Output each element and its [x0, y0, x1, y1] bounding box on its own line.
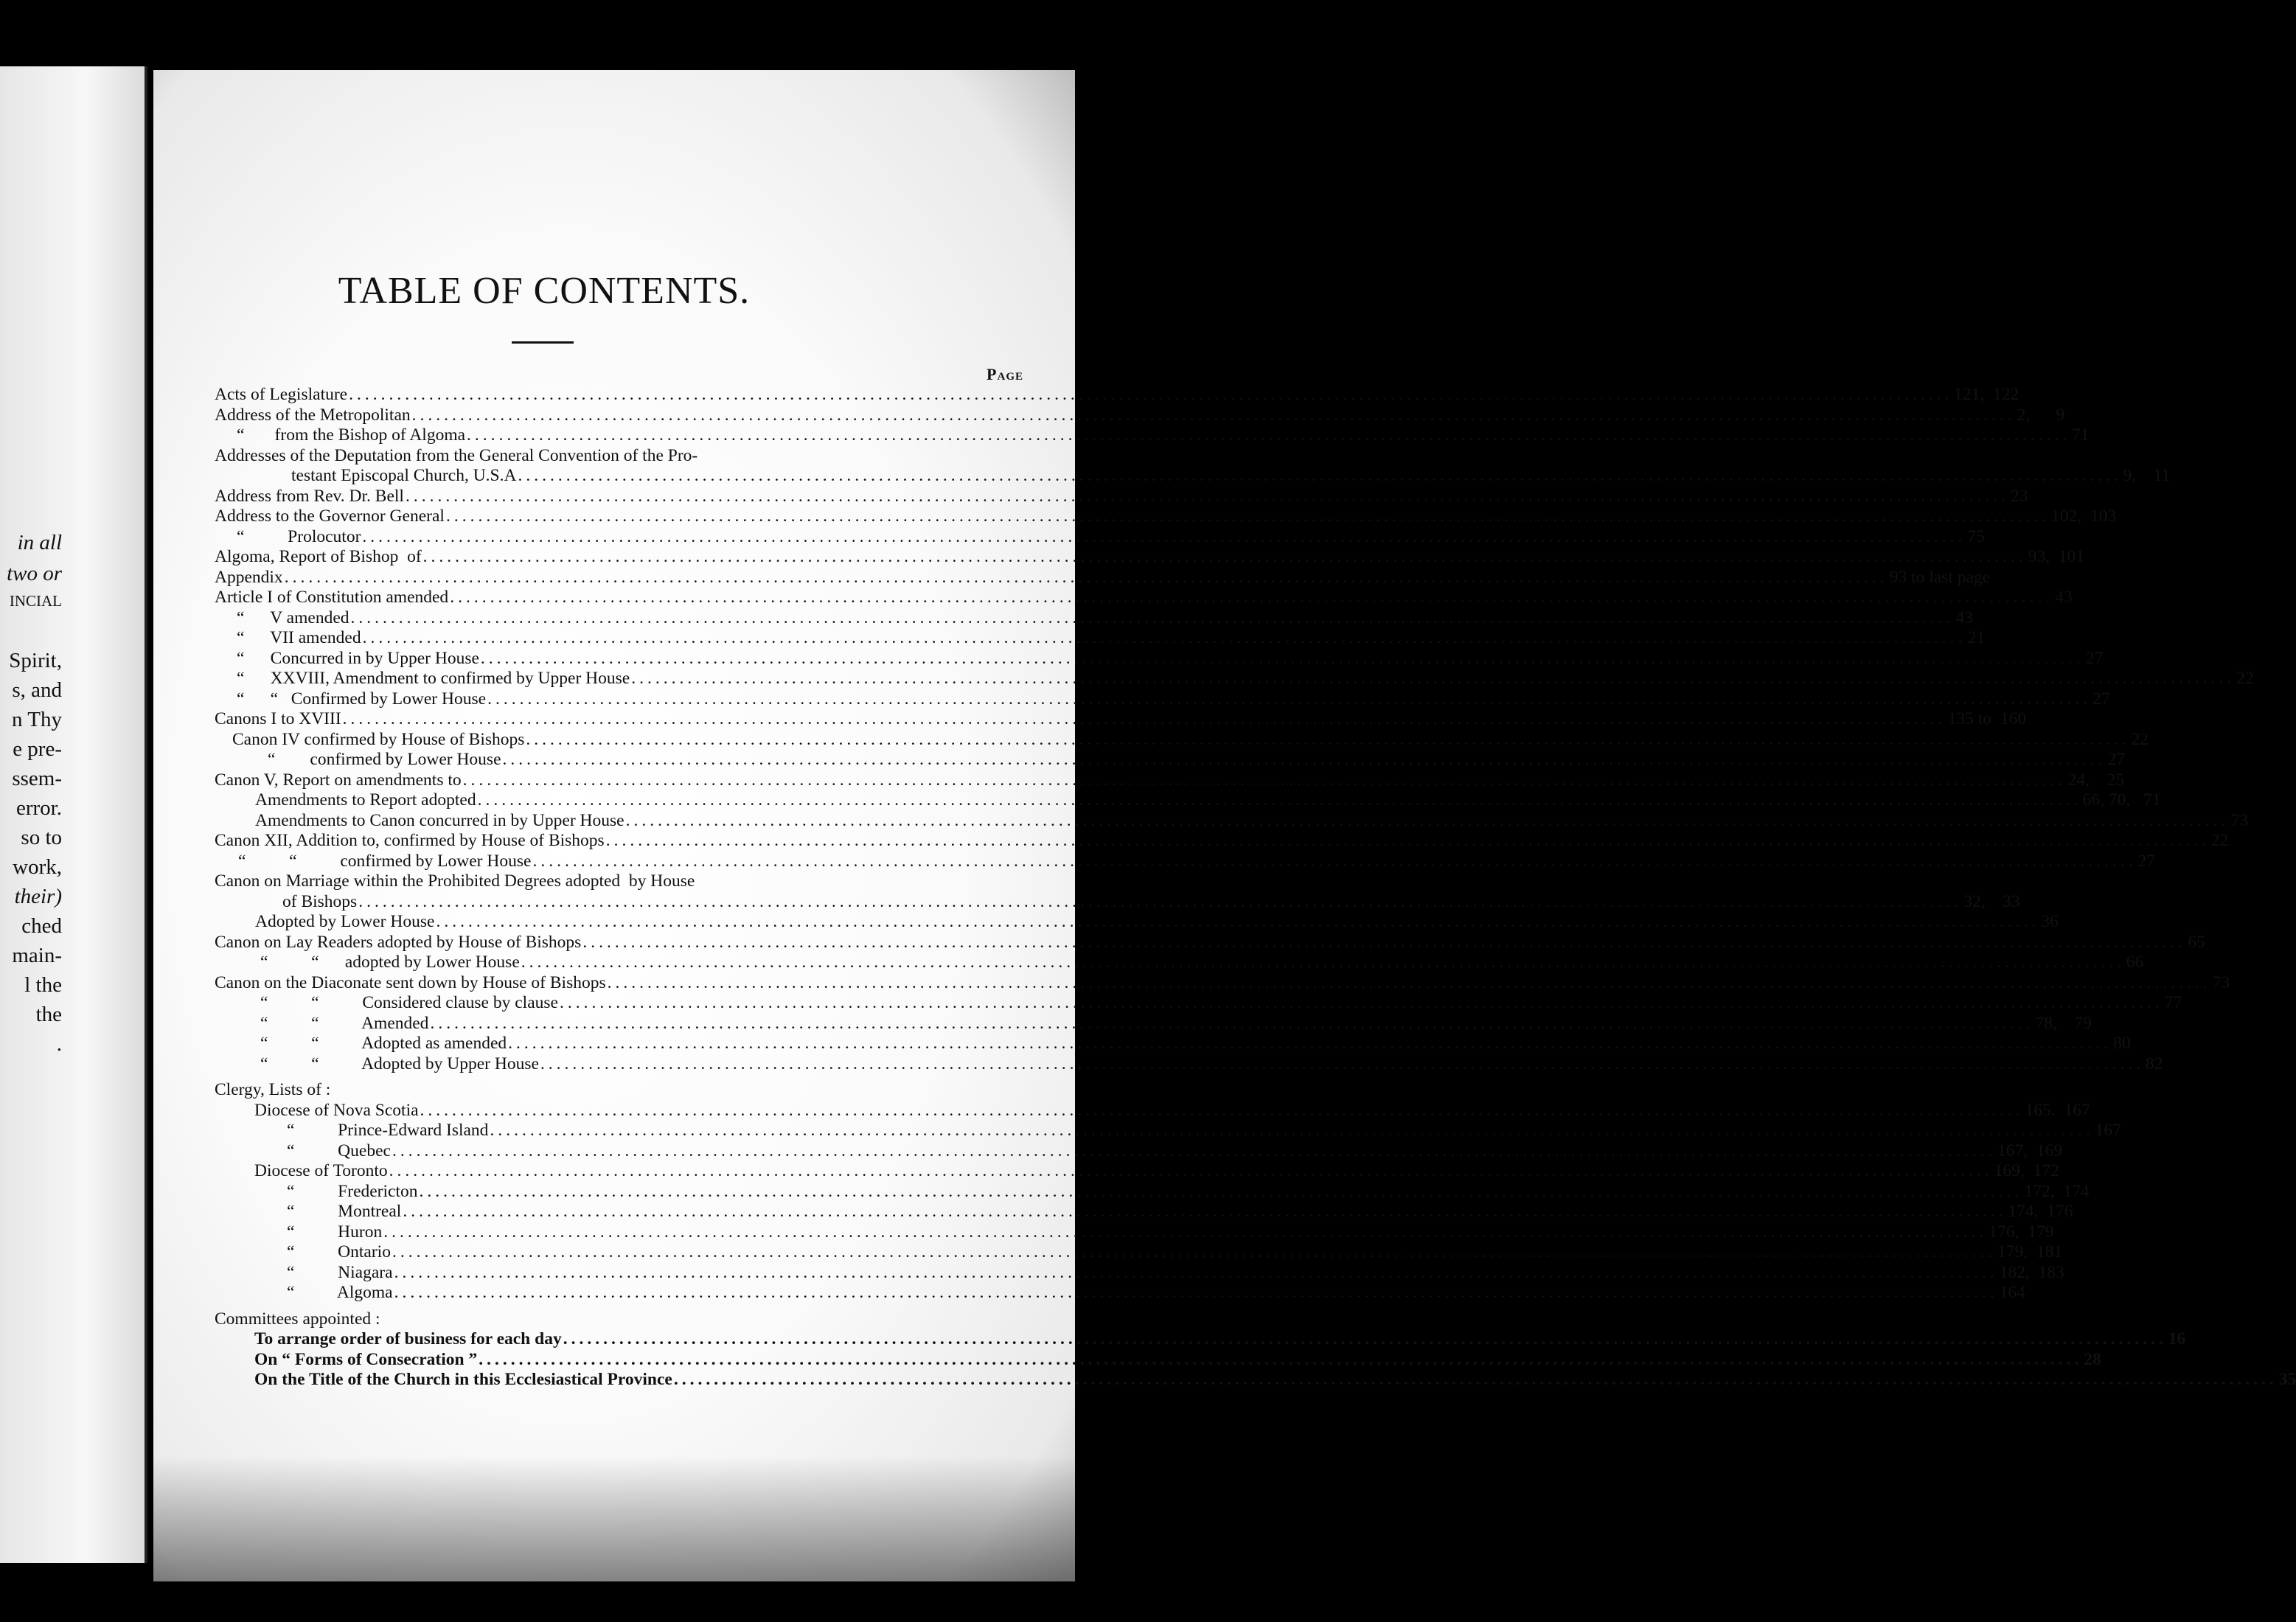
toc-entry — [237, 668, 2254, 689]
toc-entry-title: Address to the Governor General — [215, 507, 445, 526]
toc-dot-leader: ........................................................................................................................................................................................................ — [430, 1013, 2034, 1033]
toc-entry — [260, 952, 2144, 972]
toc-dot-leader: ........................................................................................................................................................................................................ — [521, 953, 2125, 972]
facing-page-text: . — [56, 1032, 62, 1056]
facing-page-text: s, and — [12, 678, 62, 702]
toc-dot-leader: ........................................................................................................................................................................................................ — [607, 972, 2211, 992]
toc-entry-title: “ Fredericton — [287, 1181, 418, 1201]
toc-entry — [254, 1100, 2090, 1121]
toc-entry — [238, 851, 2155, 871]
toc-entry — [254, 1349, 2101, 1370]
toc-entry-pages: 22 — [2131, 729, 2149, 749]
toc-entry — [282, 891, 2020, 912]
toc-entry-pages: 24, 25 — [2067, 770, 2125, 790]
toc-entry — [255, 790, 2161, 810]
toc-entry-pages: 27 — [2107, 750, 2126, 769]
toc-entry — [255, 810, 2249, 831]
toc-dot-leader: ........................................................................................................................................................................................................ — [350, 608, 1955, 627]
facing-page-text: so to — [21, 826, 62, 849]
toc-entry-title: Canon on Marriage within the Prohibited Degrees adopted by House — [215, 871, 695, 891]
toc-entry — [237, 526, 1985, 547]
facing-page-text: error. — [16, 796, 62, 820]
toc-entry — [215, 1309, 972, 1329]
toc-entry-title: Canon on the Diaconate sent down by House of Bishops — [215, 972, 606, 992]
toc-entry-title: On “ Forms of Consecration ” — [254, 1349, 478, 1369]
toc-dot-leader: ........................................................................................................................................................................................................ — [436, 912, 2040, 931]
toc-entry-title: “ VII amended — [237, 628, 361, 647]
toc-entry-title: To arrange order of business for each day — [254, 1329, 562, 1348]
toc-dot-leader: ........................................................................................................................................................................................................ — [487, 689, 2092, 709]
toc-entry-pages: 43 — [2055, 588, 2073, 607]
toc-dot-leader: ........................................................................................................................................................................................................ — [349, 385, 1953, 404]
toc-entry-pages: 169, 172 — [1994, 1161, 2059, 1180]
toc-entry-title: Algoma, Report of Bishop of — [215, 547, 422, 566]
toc-dot-leader: ........................................................................................................................................................................................................ — [467, 425, 2071, 445]
toc-entry-pages: 75 — [1967, 526, 1985, 546]
toc-dot-leader: ........................................................................................................................................................................................................ — [411, 405, 2016, 425]
toc-entry-pages: 36 — [2041, 912, 2059, 931]
toc-dot-leader: ........................................................................................................................................................................................................ — [362, 526, 1966, 546]
toc-entry — [232, 729, 2149, 750]
toc-entry-pages: 172, 174 — [2024, 1181, 2090, 1201]
toc-entry — [215, 506, 2117, 526]
toc-entry-title: Committees appointed : — [215, 1309, 380, 1329]
toc-entry-title: “ Ontario — [287, 1242, 391, 1261]
toc-entry-title: On the Title of the Church in this Ecclesiastical Province — [254, 1370, 672, 1389]
toc-entry-pages: 43 — [1955, 608, 1973, 627]
toc-entry — [215, 567, 1991, 588]
toc-entry — [260, 1054, 2163, 1074]
toc-entry-title: Adopted by Lower House — [255, 912, 435, 931]
toc-entry-title: “ “ Confirmed by Lower House — [237, 689, 487, 709]
toc-entry — [215, 830, 2229, 851]
toc-entry — [260, 1013, 2092, 1034]
toc-entry-title: “ confirmed by Lower House — [268, 750, 501, 769]
toc-dot-leader: ........................................................................................................................................................................................................ — [392, 1242, 1996, 1261]
toc-entry — [215, 445, 972, 466]
toc-entry — [215, 932, 2205, 953]
toc-entry-title: Canon XII, Addition to, confirmed by House of Bishops — [215, 831, 605, 850]
toc-entry-title: Diocese of Nova Scotia — [254, 1100, 419, 1120]
toc-entry-pages: 66, 70, 71 — [2082, 790, 2161, 810]
facing-page-text: their) — [14, 885, 62, 908]
toc-entry — [254, 1160, 2059, 1181]
toc-dot-leader: ........................................................................................................................................................................................................ — [480, 648, 2084, 668]
toc-entry-title: Canon V, Report on amendments to — [215, 770, 462, 790]
toc-dot-leader: ........................................................................................................................................................................................................ — [422, 547, 2027, 566]
toc-dot-leader: ........................................................................................................................................................................................................ — [284, 567, 1888, 587]
toc-entry-title: Address from Rev. Dr. Bell — [215, 486, 404, 506]
toc-entry-title: Appendix — [215, 567, 283, 587]
toc-entry — [237, 608, 1973, 628]
toc-entry-pages: 27 — [2093, 689, 2110, 709]
toc-entry — [215, 709, 2027, 729]
toc-entry-title: “ Prolocutor — [237, 526, 361, 546]
toc-entry-pages: 73 — [2230, 810, 2249, 830]
toc-entry-pages: 102, 103 — [2050, 507, 2117, 526]
toc-entry-pages: 176, 179 — [1989, 1222, 2054, 1242]
facing-page-text: INCIAL — [9, 592, 62, 610]
toc-entry-pages: 174, 176 — [2008, 1202, 2073, 1221]
toc-entry — [254, 1369, 2296, 1390]
document-page — [153, 70, 2296, 1581]
toc-entry-title: Canon IV confirmed by House of Bishops — [232, 729, 525, 749]
toc-entry — [215, 972, 2230, 993]
facing-page-text: Spirit, — [9, 649, 62, 672]
toc-entry — [255, 911, 2059, 932]
toc-entry — [287, 1222, 2054, 1242]
facing-page-text: ched — [21, 914, 62, 938]
toc-entry-pages: 65 — [2188, 932, 2205, 952]
toc-entry — [260, 1033, 2131, 1054]
toc-entry-title: testant Episcopal Church, U.S.A — [291, 466, 517, 485]
toc-dot-leader: ........................................................................................................................................................................................................ — [625, 810, 2230, 830]
toc-dot-leader: ........................................................................................................................................................................................................ — [362, 628, 1966, 647]
toc-entry-title: Amendments to Canon concurred in by Upper House — [255, 810, 625, 830]
toc-entry-title: “ Concurred in by Upper House — [237, 648, 479, 668]
toc-entry — [237, 425, 2090, 445]
toc-entry-title: Address of the Metropolitan — [215, 405, 411, 425]
toc-entry — [215, 1079, 972, 1100]
toc-entry-title: “ “ Amended — [260, 1013, 429, 1033]
toc-dot-leader: ........................................................................................................................................................................................................ — [518, 466, 2122, 485]
toc-entry-title: “ from the Bishop of Algoma — [237, 425, 466, 445]
toc-entry — [237, 648, 2104, 669]
toc-entry-pages: 135 to 160 — [1947, 709, 2027, 728]
toc-entry-title: Canons I to XVIII — [215, 709, 341, 728]
toc-entry-pages: 66 — [2126, 953, 2144, 972]
toc-dot-leader: ........................................................................................................................................................................................................ — [540, 1054, 2144, 1073]
toc-entry — [215, 871, 972, 891]
toc-entry-pages: 164 — [1999, 1283, 2025, 1302]
toc-dot-leader: ........................................................................................................................................................................................................ — [490, 1121, 2094, 1140]
toc-dot-leader: ........................................................................................................................................................................................................ — [403, 1202, 2007, 1221]
toc-dot-leader: ........................................................................................................................................................................................................ — [673, 1370, 2278, 1389]
toc-entry-title: “ XXVIII, Amendment to confirmed by Upper House — [237, 669, 630, 688]
toc-entry-title: of Bishops — [282, 891, 358, 911]
toc-entry-pages: 27 — [2137, 851, 2155, 871]
toc-entry — [215, 405, 2065, 425]
toc-dot-leader: ........................................................................................................................................................................................................ — [445, 507, 2050, 526]
toc-entry-title: Addresses of the Deputation from the General Convention of the Pro- — [215, 445, 698, 465]
toc-entry — [287, 1262, 2064, 1283]
facing-page — [0, 66, 147, 1563]
toc-entry-pages: 21 — [1967, 628, 1986, 647]
toc-entry-title: “ Quebec — [287, 1141, 391, 1160]
toc-entry-title: “ Algoma — [287, 1283, 393, 1302]
toc-dot-leader: ........................................................................................................................................................................................................ — [526, 729, 2130, 749]
toc-entry — [260, 992, 2182, 1013]
toc-dot-leader: ........................................................................................................................................................................................................ — [405, 486, 2009, 506]
toc-entry-pages: 167 — [2095, 1121, 2121, 1140]
toc-dot-leader: ........................................................................................................................................................................................................ — [358, 891, 1963, 911]
toc-entry — [287, 1141, 2063, 1161]
toc-entry — [287, 1181, 2090, 1202]
toc-entry-title: “ “ Considered clause by clause — [260, 993, 558, 1012]
toc-dot-leader: ........................................................................................................................................................................................................ — [477, 790, 2081, 810]
toc-dot-leader: ........................................................................................................................................................................................................ — [392, 1141, 1996, 1160]
toc-entry-pages: 9, 11 — [2123, 466, 2171, 485]
toc-entry-pages: 93 to last page — [1889, 567, 1991, 587]
toc-entry-title: Clergy, Lists of : — [215, 1080, 331, 1099]
toc-entry-pages: 165. 167 — [2025, 1100, 2090, 1120]
toc-entry — [291, 465, 2171, 486]
toc-entry-pages: 16 — [2168, 1329, 2186, 1348]
toc-entry-pages: 167, 169 — [1997, 1141, 2063, 1160]
toc-entry-pages: 23 — [2010, 486, 2028, 506]
toc-dot-leader: ........................................................................................................................................................................................................ — [582, 932, 2187, 952]
toc-entry-title: Canon on Lay Readers adopted by House of Bishops — [215, 932, 582, 952]
toc-dot-leader: ........................................................................................................................................................................................................ — [479, 1349, 2083, 1369]
toc-entry — [287, 1201, 2073, 1222]
toc-dot-leader: ........................................................................................................................................................................................................ — [389, 1161, 1993, 1180]
toc-entry-pages: 71 — [2072, 425, 2090, 445]
facing-page-text: l the — [24, 973, 62, 997]
toc-dot-leader: ........................................................................................................................................................................................................ — [605, 831, 2210, 850]
toc-entry — [287, 1282, 2025, 1303]
toc-entry — [254, 1329, 2186, 1349]
toc-entry-title: “ “ confirmed by Lower House — [238, 851, 532, 871]
toc-entry-pages: 35 — [2278, 1370, 2296, 1389]
toc-entry — [215, 770, 2125, 790]
toc-entry-pages: 93, 101 — [2028, 547, 2085, 566]
toc-entry — [215, 486, 2028, 507]
toc-dot-leader: ........................................................................................................................................................................................................ — [462, 770, 2067, 790]
toc-dot-leader: ........................................................................................................................................................................................................ — [508, 1034, 2112, 1053]
toc-entry — [215, 384, 2020, 405]
toc-entry-title: Acts of Legislature — [215, 385, 348, 404]
toc-dot-leader: ........................................................................................................................................................................................................ — [559, 993, 2163, 1012]
toc-dot-leader: ........................................................................................................................................................................................................ — [419, 1181, 2023, 1201]
toc-dot-leader: ........................................................................................................................................................................................................ — [420, 1100, 2024, 1120]
toc-dot-leader: ........................................................................................................................................................................................................ — [394, 1283, 1998, 1302]
toc-entry — [287, 1242, 2063, 1262]
toc-entry-title: “ “ Adopted by Upper House — [260, 1054, 539, 1073]
toc-entry — [237, 627, 1986, 648]
toc-dot-leader: ........................................................................................................................................................................................................ — [342, 709, 1947, 728]
toc-entry-pages: 32, 33 — [1963, 891, 2020, 911]
toc-entry-title: “ Niagara — [287, 1262, 393, 1282]
toc-entry-title: Amendments to Report adopted — [255, 790, 476, 810]
toc-entry-title: “ V amended — [237, 608, 349, 627]
toc-entry-pages: 22 — [2210, 831, 2229, 850]
toc-entry-pages: 179, 181 — [1997, 1242, 2063, 1261]
page-column-heading: Page — [987, 365, 1023, 383]
title-rule — [512, 341, 574, 344]
toc-dot-leader: ........................................................................................................................................................................................................ — [502, 750, 2107, 769]
facing-page-text: n Thy — [12, 708, 62, 731]
toc-dot-leader: ........................................................................................................................................................................................................ — [383, 1222, 1988, 1242]
toc-entry — [237, 689, 2110, 709]
toc-entry — [287, 1120, 2121, 1141]
facing-page-text: ssem- — [12, 767, 62, 790]
toc-entry-title: “ Montreal — [287, 1202, 402, 1221]
facing-page-text: main- — [12, 944, 62, 967]
facing-page-text: work, — [13, 855, 62, 879]
facing-page-text: e pre- — [13, 737, 62, 761]
toc-entry-title: Article I of Constitution amended — [215, 588, 449, 607]
toc-entry-pages: 2, 9 — [2017, 405, 2065, 425]
toc-entry-pages: 73 — [2212, 972, 2230, 992]
toc-dot-leader: ........................................................................................................................................................................................................ — [563, 1329, 2167, 1348]
toc-entry-pages: 28 — [2084, 1349, 2101, 1369]
toc-entry — [215, 587, 2073, 608]
toc-entry-title: Diocese of Toronto — [254, 1161, 388, 1180]
toc-dot-leader: ........................................................................................................................................................................................................ — [631, 669, 2236, 688]
toc-entry-pages: 77 — [2164, 993, 2182, 1012]
toc-entry-title: “ Huron — [287, 1222, 383, 1242]
toc-dot-leader: ........................................................................................................................................................................................................ — [450, 588, 2054, 607]
toc-entry-pages: 80 — [2113, 1034, 2131, 1053]
toc-entry-title: “ “ Adopted as amended — [260, 1034, 507, 1053]
toc-entry-pages: 27 — [2085, 648, 2104, 668]
toc-entry-pages: 182, 183 — [1999, 1262, 2064, 1282]
toc-entry — [268, 749, 2126, 770]
toc-entry-pages: 121, 122 — [1954, 385, 2020, 404]
toc-dot-leader: ........................................................................................................................................................................................................ — [394, 1262, 1998, 1282]
toc-entry-pages: 22 — [2236, 669, 2254, 688]
facing-page-text: in all — [17, 531, 62, 554]
toc-entry-title: “ Prince-Edward Island — [287, 1121, 489, 1140]
toc-entry — [215, 546, 2085, 567]
toc-entry-title: “ “ adopted by Lower House — [260, 953, 520, 972]
facing-page-text: the — [35, 1003, 62, 1026]
facing-page-text: two or — [7, 562, 62, 585]
toc-entry-pages: 82 — [2145, 1054, 2163, 1073]
toc-dot-leader: ........................................................................................................................................................................................................ — [532, 851, 2137, 871]
toc-entry-pages: 78, 79 — [2035, 1013, 2092, 1033]
page-title: TABLE OF CONTENTS. — [338, 270, 751, 312]
